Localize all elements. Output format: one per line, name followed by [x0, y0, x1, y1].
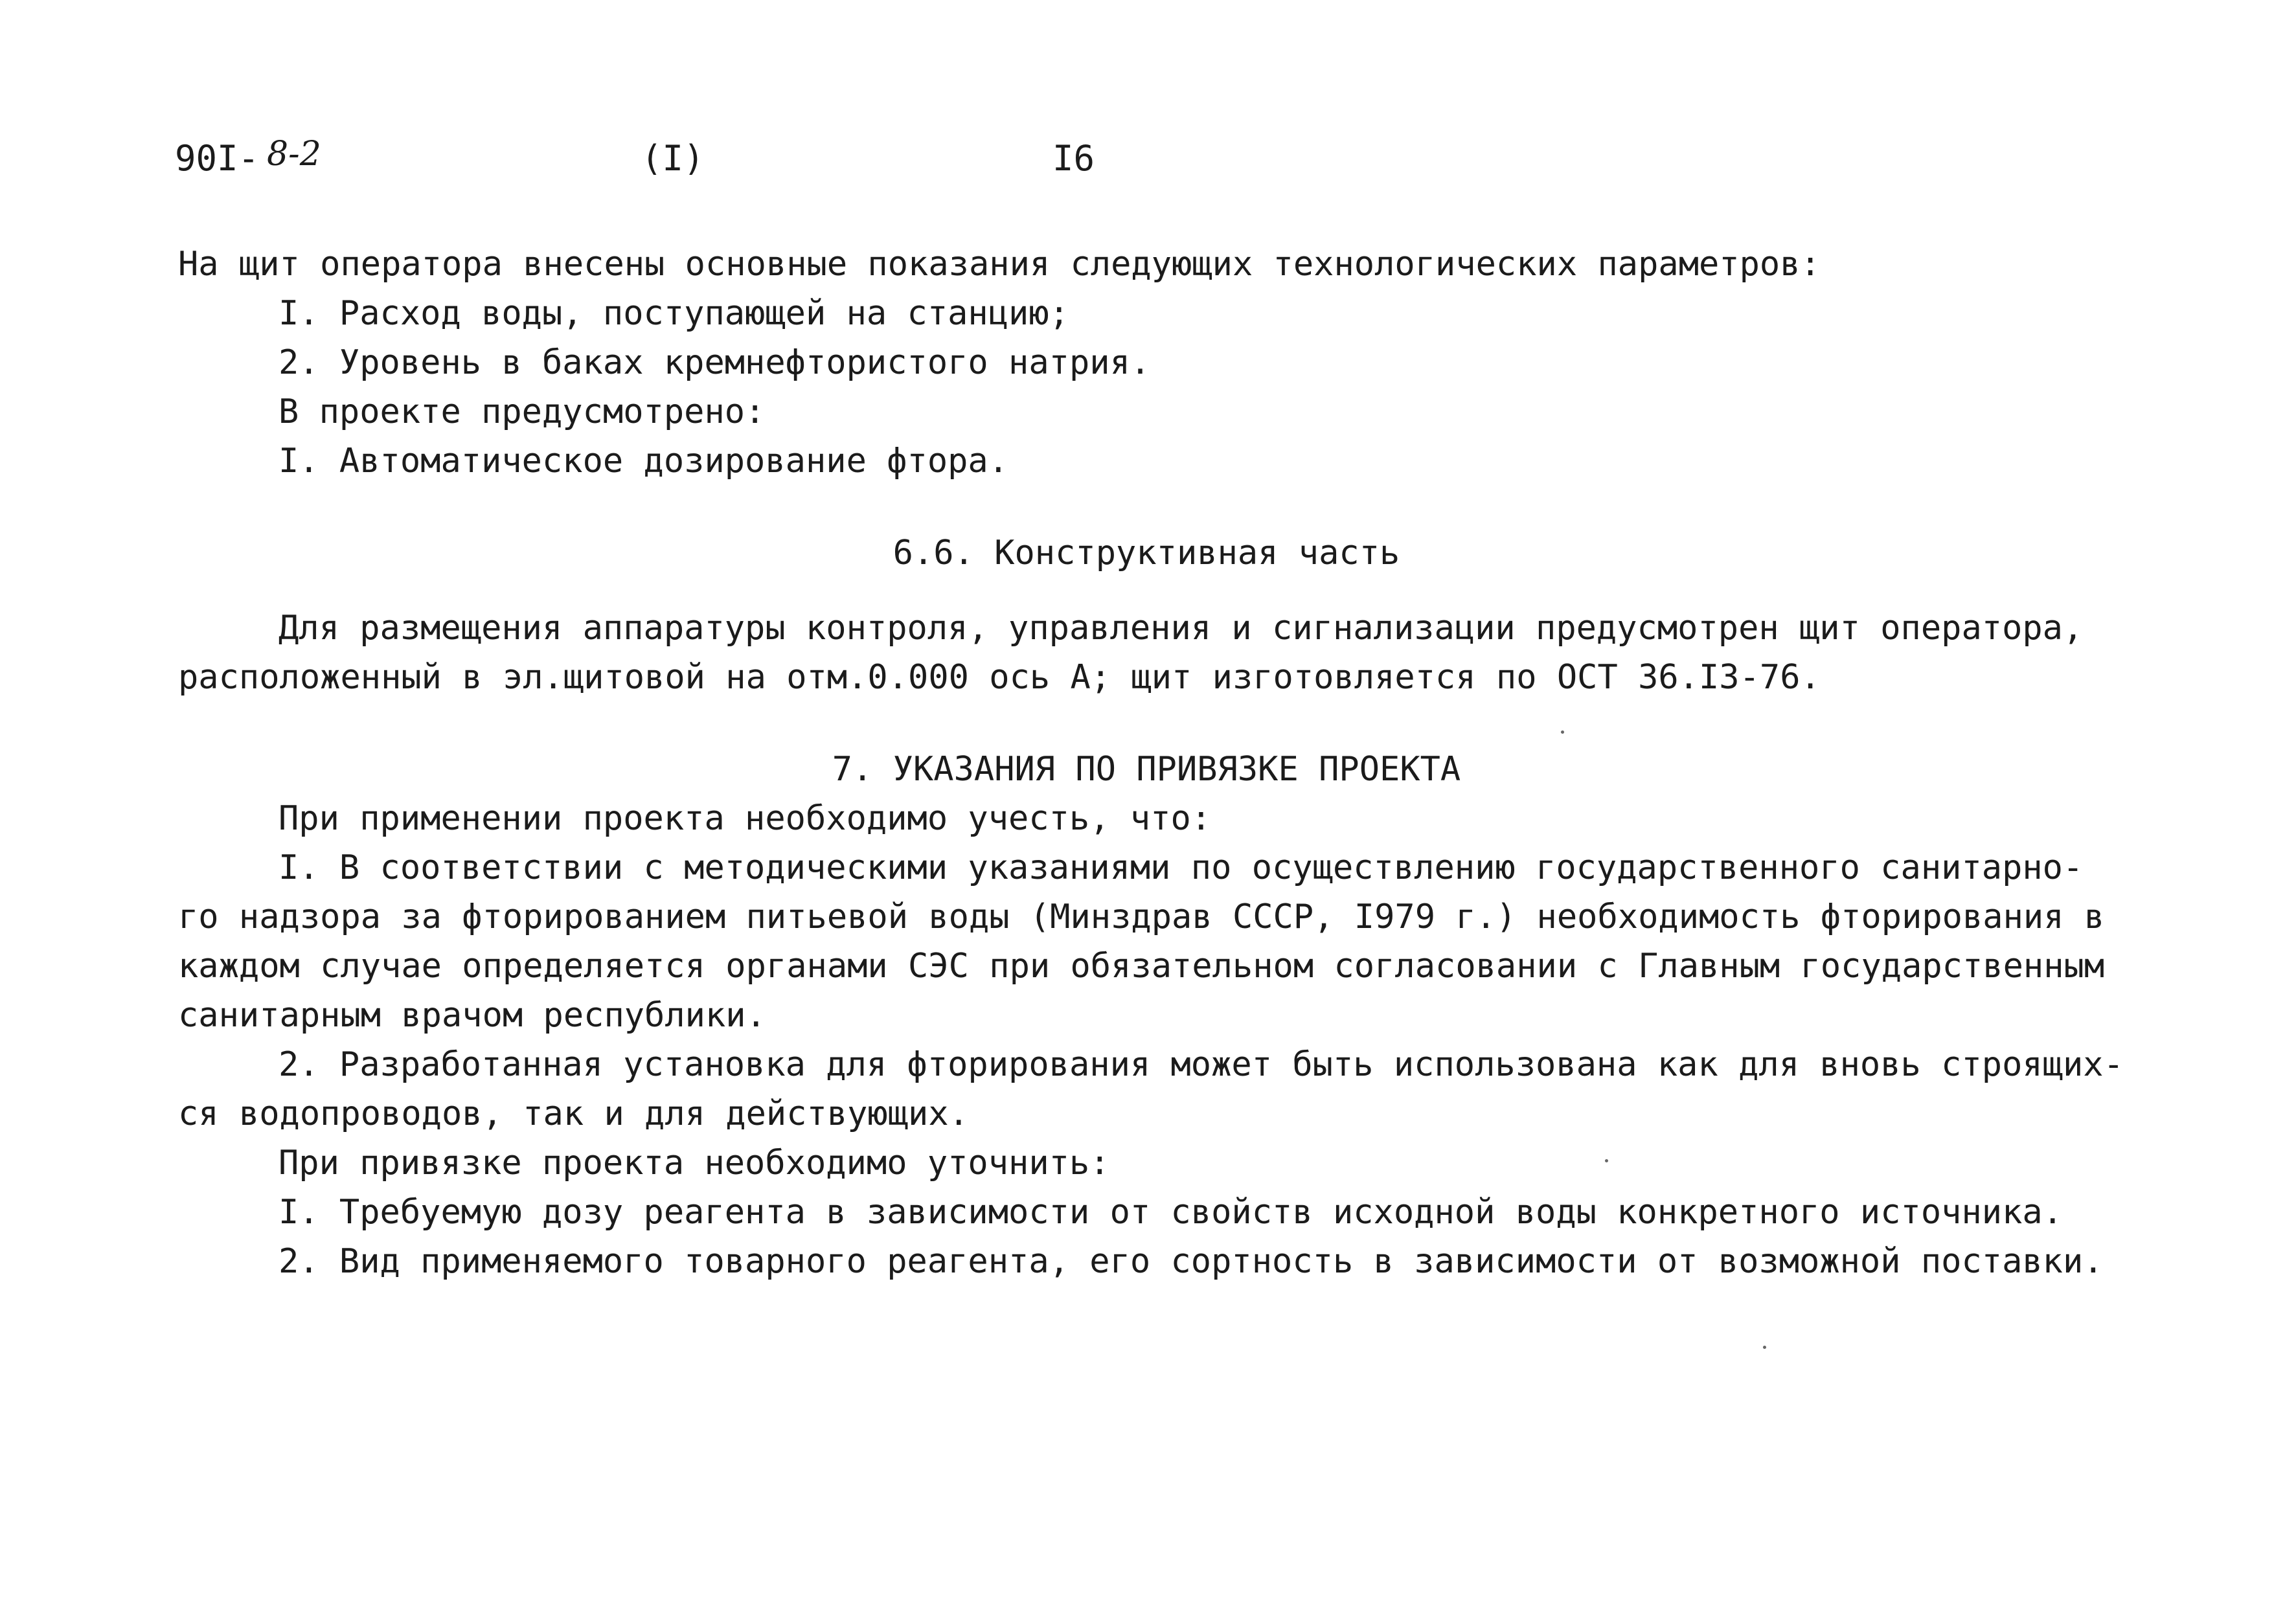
section-7-item-2-line-1: 2. Разработанная установка для фторирования может быть использована как для вновь строящих-: [278, 1045, 2124, 1084]
section-6-6-paragraph-line-1: Для размещения аппаратуры контроля, управления и сигнализации предусмотрен щит оператора,: [278, 609, 2084, 648]
intro-list-item-2: 2. Уровень в баках кремнефтористого натрия.: [278, 343, 1151, 382]
section-7-title: 7. УКАЗАНИЯ ПО ПРИВЯЗКЕ ПРОЕКТА: [832, 750, 1461, 789]
page-header: [0, 130, 2296, 188]
provided-list-item-1: I. Автоматическое дозирование фтора.: [278, 442, 1009, 481]
scan-speck: [1605, 1159, 1608, 1162]
page-number: I6: [1052, 138, 1095, 179]
section-6-6-title: 6.6. Конструктивная часть: [892, 534, 1400, 572]
intro-list-item-1: I. Расход воды, поступающей на станцию;: [278, 294, 1069, 333]
scan-speck: [1763, 1346, 1766, 1349]
document-code: [175, 130, 321, 188]
spacer: [178, 702, 2115, 745]
section-7-item-1-line-1: I. В соответствии с методическими указаниями по осуществлению государственного санитарно-: [278, 848, 2084, 887]
section-7-item-2-line-2: ся водопроводов, так и для действующих.: [178, 1094, 969, 1133]
section-7-intro: При применении проекта необходимо учесть, что:: [278, 799, 1212, 838]
document-body: [178, 240, 2124, 1286]
section-7-item-1-line-4: санитарным врачом республики.: [178, 996, 766, 1035]
section-7-item-1-line-3: каждом случае определяется органами СЭС при обязательном согласовании с Главным государственным: [178, 947, 2105, 986]
clarify-heading: При привязке проекта необходимо уточнить:: [278, 1144, 1110, 1182]
clarify-list-item-1: I. Требуемую дозу реагента в зависимости от свойств исходной воды конкретного источника.: [278, 1193, 2063, 1232]
document-code-handwritten: 8-2: [267, 135, 321, 174]
document-code-printed: 90I-: [175, 138, 260, 179]
section-6-6-paragraph-line-2: расположенный в эл.щитовой на отм.0.000 ось А; щит изготовляется по ОСТ 36.I3-76.: [178, 658, 1821, 697]
spacer: [178, 486, 2115, 528]
provided-heading: В проекте предусмотрено:: [278, 392, 766, 431]
spacer: [178, 578, 2115, 604]
scan-speck: [1561, 730, 1564, 734]
clarify-list-item-2: 2. Вид применяемого товарного реагента, его сортность в зависимости от возможной поставки.: [278, 1242, 2104, 1281]
section-7-item-1-line-2: го надзора за фторированием питьевой воды (Минздрав СССР, I979 г.) необходимость фторирования в: [178, 898, 2105, 936]
intro-paragraph: На щит оператора внесены основные показания следующих технологических параметров:: [178, 245, 1821, 284]
volume-number: (I): [641, 138, 705, 179]
